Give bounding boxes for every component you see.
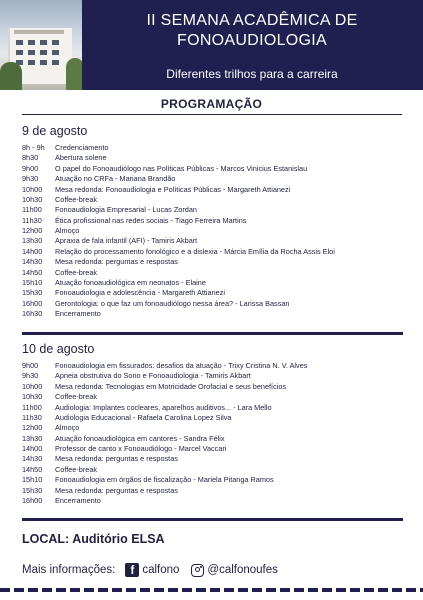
schedule-time: 14h00: [22, 246, 43, 256]
instagram-icon: [191, 564, 204, 577]
schedule-row: [22, 236, 407, 246]
schedule-time: 12h00: [22, 226, 43, 235]
schedule-row: [22, 444, 407, 454]
schedule-row: [22, 413, 407, 423]
event-title-line1: II SEMANA ACADÊMICA DE: [146, 12, 358, 29]
schedule-activity: Apraxia de fala infantil (AFI) - Tamiris Akbart: [55, 236, 198, 246]
schedule-row: [22, 216, 407, 226]
schedule-activity: Apneia obstrutiva do Sono e Fonoaudiologia - Tamiris Akbart: [55, 371, 251, 381]
schedule-time: 9h30: [22, 371, 39, 381]
info-label: Mais informações:: [22, 564, 116, 576]
schedule-activity: Coffee-break: [55, 194, 98, 204]
contact-info: [22, 562, 278, 578]
schedule-activity: O papel do Fonoaudiólogo nas Políticas Públicas - Marcos Vinicius Estanislau: [55, 163, 308, 173]
schedule-activity: Atuação fonoaudiológica em cantores - Sandra Félix: [55, 433, 225, 443]
schedule-row: [22, 392, 407, 402]
schedule-activity: Atuação fonoaudiológica em neonatos - Elaine: [55, 277, 206, 287]
schedule-time: 9h30: [22, 174, 39, 184]
schedule-row: [22, 278, 407, 288]
schedule-time: 14h00: [22, 444, 43, 453]
schedule-time: 9h00: [22, 361, 39, 370]
schedule-row: [22, 288, 407, 298]
schedule-row: [22, 434, 407, 444]
schedule-row: [22, 475, 407, 485]
schedule-activity: Relação do processamento fonológico e a dislexia - Márcia Emília da Rocha Assis Eloi: [55, 246, 335, 256]
schedule-time: 11h00: [22, 205, 42, 215]
schedule-time: 14h50: [22, 464, 43, 474]
header-banner: [0, 0, 423, 90]
schedule-time: 11h00: [22, 402, 42, 412]
building-photo: [0, 0, 82, 90]
schedule-time: 16h00: [22, 495, 43, 505]
schedule-time: 10h30: [22, 392, 43, 402]
event-subtitle: Diferentes trilhos para a carreira: [166, 67, 338, 81]
programacao-heading: PROGRAMAÇÃO: [160, 97, 263, 111]
schedule-row: [22, 268, 407, 278]
schedule-activity: Mesa redonda: perguntas e respostas: [55, 485, 178, 495]
location-text: LOCAL: Auditório ELSA: [22, 532, 165, 546]
schedule-activity: Mesa redonda: perguntas e respostas: [55, 257, 178, 267]
schedule-activity: Mesa redonda: perguntas e respostas: [55, 454, 178, 464]
schedule-activity: Mesa redonda: Fonoaudiologia e Políticas Públicas - Margareth Attianezi: [55, 184, 291, 194]
schedule-time: 15h30: [22, 288, 43, 298]
schedule-activity: Almoço: [55, 423, 80, 433]
schedule-activity: Atuação no CRFa - Mariana Brandão: [55, 174, 176, 184]
schedule-time: 11h30: [22, 412, 42, 422]
schedule-time: 13h30: [22, 236, 43, 246]
schedule-row: [22, 496, 407, 506]
schedule-row: [22, 382, 407, 392]
schedule-time: 13h30: [22, 433, 43, 443]
schedule-time: 15h10: [22, 277, 43, 287]
schedule-row: [22, 185, 407, 195]
schedule-time: 10h00: [22, 381, 43, 391]
schedule-activity: Gerontologia: o que faz um fonoaudiólogo nessa área? - Larissa Bassan: [55, 298, 290, 308]
schedule-row: [22, 371, 407, 381]
schedule-row: [22, 247, 407, 257]
section-divider: [22, 518, 403, 521]
schedule-row: [22, 205, 407, 215]
schedule-activity: Credenciamento: [55, 143, 109, 152]
schedule-time: 8h - 9h: [22, 143, 45, 152]
schedule-time: 16h00: [22, 298, 43, 308]
event-title-line2: FONOAUDIOLOGIA: [177, 32, 327, 49]
schedule-activity: Fonoaudiologia em órgãos de fiscalização - Mariela Pitanga Ramos: [55, 475, 274, 485]
day2-schedule: [22, 361, 407, 506]
schedule-time: 10h00: [22, 184, 43, 194]
schedule-row: [22, 403, 407, 413]
schedule-row: [22, 257, 407, 267]
schedule-row: [22, 361, 407, 371]
schedule-row: [22, 164, 407, 174]
schedule-activity: Almoço: [55, 226, 80, 235]
schedule-activity: Coffee-break: [55, 392, 98, 402]
schedule-time: 14h30: [22, 257, 43, 267]
schedule-row: [22, 174, 407, 184]
schedule-row: [22, 465, 407, 475]
facebook-handle: calfono: [142, 564, 180, 576]
schedule-row: [22, 454, 407, 464]
schedule-activity: Ética profissional nas redes sociais - Tiago Ferreira Martins: [55, 215, 247, 225]
schedule-activity: Mesa redonda: Tecnologias em Motricidade Orofacial e seus benefícios: [55, 381, 287, 391]
instagram-handle: @calfonoufes: [207, 564, 278, 576]
schedule-time: 11h30: [22, 215, 42, 225]
schedule-activity: Fonoaudiologia Empresarial - Lucas Zordan: [55, 205, 197, 215]
schedule-activity: Coffee-break: [55, 267, 98, 277]
section-divider: [22, 332, 403, 335]
schedule-activity: Abertura solene: [55, 153, 107, 163]
schedule-activity: Encerramento: [55, 309, 101, 318]
schedule-activity: Encerramento: [55, 495, 101, 505]
schedule-activity: Fonoaudiologia em fissurados: desafios da atuação - Trixy Cristina N. V. Alves: [55, 361, 308, 370]
schedule-activity: Audiologia: Implantes cocleares, aparelhos auditivos... - Lara Mello: [55, 402, 272, 412]
schedule-activity: Audiologia Educacional - Rafaela Carolina Lopez Silva: [55, 412, 232, 422]
day1-date: 9 de agosto: [22, 124, 88, 138]
divider: [22, 114, 402, 115]
schedule-row: [22, 153, 407, 163]
schedule-time: 15h10: [22, 475, 43, 485]
schedule-time: 9h00: [22, 163, 39, 173]
schedule-time: 14h50: [22, 267, 43, 277]
schedule-row: [22, 143, 407, 153]
schedule-row: [22, 226, 407, 236]
day1-schedule: [22, 143, 407, 319]
schedule-time: 14h30: [22, 454, 43, 464]
schedule-activity: Coffee-break: [55, 464, 98, 474]
schedule-time: 10h30: [22, 194, 43, 204]
facebook-icon: f: [125, 563, 139, 577]
day2-date: 10 de agosto: [22, 342, 95, 356]
schedule-row: [22, 486, 407, 496]
schedule-time: 15h30: [22, 485, 43, 495]
schedule-row: [22, 299, 407, 309]
schedule-time: 12h00: [22, 423, 43, 433]
dashed-footer-line: [0, 588, 423, 592]
schedule-row: [22, 423, 407, 433]
schedule-activity: Fonoaudiologia e adolescência - Margareth Attianezi: [55, 288, 225, 298]
schedule-time: 16h30: [22, 309, 43, 318]
schedule-activity: Professor de canto x Fonoaudiólogo - Marcel Vaccari: [55, 444, 227, 453]
schedule-row: [22, 195, 407, 205]
schedule-time: 8h30: [22, 153, 39, 163]
schedule-row: [22, 309, 407, 319]
